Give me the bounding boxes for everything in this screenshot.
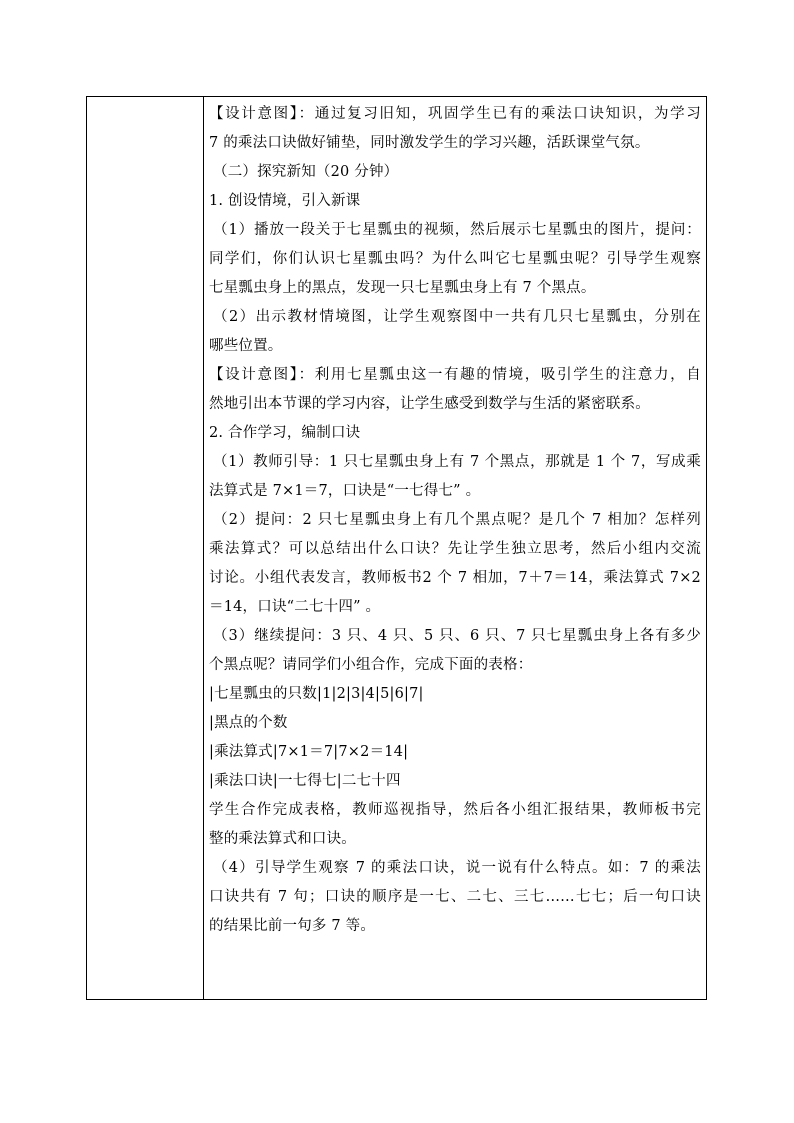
table-text-row-1: |七星瓢虫的只数|1|2|3|4|5|6|7| bbox=[209, 686, 424, 702]
text-line-8: （2）出示教材情境图，让学生观察图中一共有几只七星瓢虫，分别在 bbox=[213, 309, 701, 325]
text-line-4: 1. 创设情境，引入新课 bbox=[209, 193, 361, 209]
lesson-content-cell bbox=[209, 100, 701, 941]
text-line-5: （1）播放一段关于七星瓢虫的视频，然后展示七星瓢虫的图片，提问： bbox=[213, 222, 701, 238]
table-text-row-4: |乘法口诀|一七得七|二七十四 bbox=[209, 773, 401, 789]
text-line-3: （二）探究新知（20 分钟） bbox=[213, 164, 399, 180]
text-line-10: 【设计意图】：利用七星瓢虫这一有趣的情境，吸引学生的注意力，自 bbox=[209, 367, 701, 383]
text-line-18: ＝14，口诀“二七十四” 。 bbox=[209, 599, 381, 615]
text-line-25: 学生合作完成表格，教师巡视指导，然后各小组汇报结果，教师板书完 bbox=[209, 802, 701, 818]
text-line-19: （3）继续提问：3 只、4 只、5 只、6 只、7 只七星瓢虫身上各有多少 bbox=[213, 628, 701, 644]
text-line-12: 2. 合作学习，编制口诀 bbox=[209, 425, 361, 441]
text-line-26: 整的乘法算式和口诀。 bbox=[209, 831, 356, 847]
text-line-1: 【设计意图】：通过复习旧知，巩固学生已有的乘法口诀知识，为学习 bbox=[209, 106, 701, 122]
text-line-9: 哪些位置。 bbox=[209, 338, 283, 354]
text-line-7: 七星瓢虫身上的黑点，发现一只七星瓢虫身上有 7 个黑点。 bbox=[209, 280, 596, 296]
table-text-row-3: |乘法算式|7×1＝7|7×2＝14| bbox=[209, 744, 409, 760]
text-line-2: 7 的乘法口诀做好铺垫，同时激发学生的学习兴趣，活跃课堂气氛。 bbox=[209, 135, 650, 151]
text-line-17: 讨论。小组代表发言，教师板书2 个 7 相加，7＋7＝14，乘法算式 7×2 bbox=[209, 570, 701, 586]
text-line-14: 法算式是 7×1＝7，口诀是“一七得七” 。 bbox=[209, 483, 481, 499]
text-line-20: 个黑点呢？请同学们小组合作，完成下面的表格： bbox=[209, 657, 533, 673]
text-line-15: （2）提问：2 只七星瓢虫身上有几个黑点呢？是几个 7 相加？怎样列 bbox=[213, 512, 701, 528]
text-line-13: （1）教师引导：1 只七星瓢虫身上有 7 个黑点，那就是 1 个 7，写成乘 bbox=[213, 454, 701, 470]
text-line-27: （4）引导学生观察 7 的乘法口诀，说一说有什么特点。如：7 的乘法 bbox=[213, 860, 701, 876]
text-line-16: 乘法算式？可以总结出什么口诀？先让学生独立思考，然后小组内交流 bbox=[209, 541, 701, 557]
text-line-11: 然地引出本节课的学习内容，让学生感受到数学与生活的紧密联系。 bbox=[209, 396, 650, 412]
text-line-6: 同学们，你们认识七星瓢虫吗？为什么叫它七星瓢虫呢？引导学生观察 bbox=[209, 251, 701, 267]
text-line-28: 口诀共有 7 句；口诀的顺序是一七、二七、三七……七七；后一句口诀 bbox=[209, 889, 701, 905]
table-column-divider bbox=[203, 97, 204, 999]
table-text-row-2: |黑点的个数 bbox=[209, 715, 288, 731]
table-left-cell bbox=[87, 97, 203, 999]
lesson-plan-table bbox=[86, 96, 707, 1000]
text-line-29: 的结果比前一句多 7 等。 bbox=[209, 918, 376, 934]
